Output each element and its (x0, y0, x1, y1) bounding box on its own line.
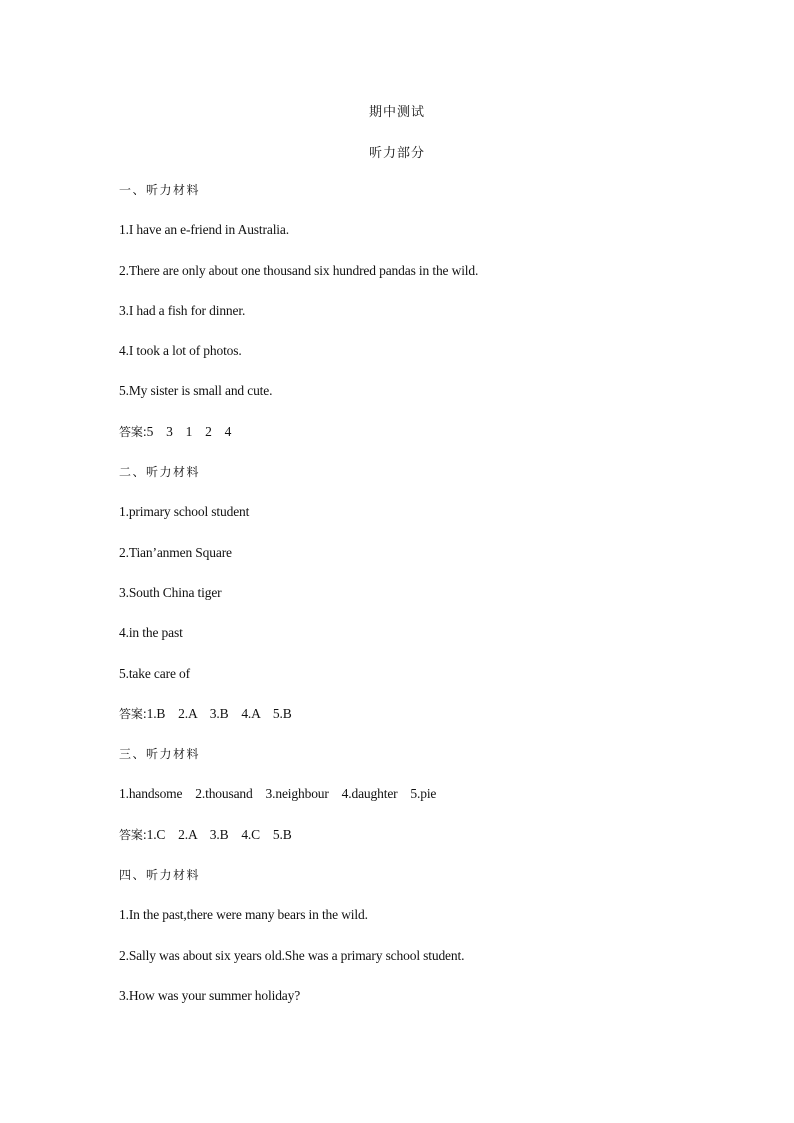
section-1-item-2: 2.There are only about one thousand six hundred pandas in the wild. (119, 262, 479, 278)
section-2-item-5: 5.take care of (119, 665, 190, 681)
section-1-item-5: 5.My sister is small and cute. (119, 383, 273, 399)
section-2-heading: 二、听力材料 (119, 465, 201, 480)
section-1-item-3: 3.I had a fish for dinner. (119, 302, 246, 318)
section-2-item-1: 1.primary school student (119, 504, 250, 520)
answer-label: 答案: (119, 827, 147, 842)
section-2-answer (119, 705, 719, 745)
answer-text: 1.B 2.A 3.B 4.A 5.B (146, 705, 292, 721)
document-body (119, 181, 719, 1027)
section-2-item-2: 2.Tian’anmen Square (119, 544, 232, 560)
section-3-item-1: 1.handsome 2.thousand 3.neighbour 4.daughter 5.pie (119, 786, 437, 802)
answer-text: 1.C 2.A 3.B 4.C 5.B (146, 826, 292, 842)
answer-label: 答案: (119, 424, 147, 439)
section-2-item-3: 3.South China tiger (119, 584, 222, 600)
section-2-item-4: 4.in the past (119, 625, 183, 641)
page-subtitle: 听力部分 (368, 146, 425, 161)
answer-label: 答案: (119, 706, 147, 721)
section-4-item-3: 3.How was your summer holiday? (119, 987, 301, 1003)
section-1-item-1: 1.I have an e-friend in Australia. (119, 222, 289, 238)
section-1-item-4: 4.I took a lot of photos. (119, 343, 242, 359)
section-4-item-1: 1.In the past,there were many bears in the wild. (119, 907, 368, 923)
section-4-item-2: 2.Sally was about six years old.She was a primary school student. (119, 947, 465, 963)
section-1-answer (119, 423, 719, 463)
section-3-heading: 三、听力材料 (119, 747, 201, 762)
section-1-heading: 一、听力材料 (119, 183, 201, 197)
answer-text: 5 3 1 2 4 (146, 423, 232, 439)
page-title: 期中测试 (368, 105, 425, 120)
section-4-heading: 四、听力材料 (119, 868, 201, 883)
section-3-answer (119, 826, 719, 866)
